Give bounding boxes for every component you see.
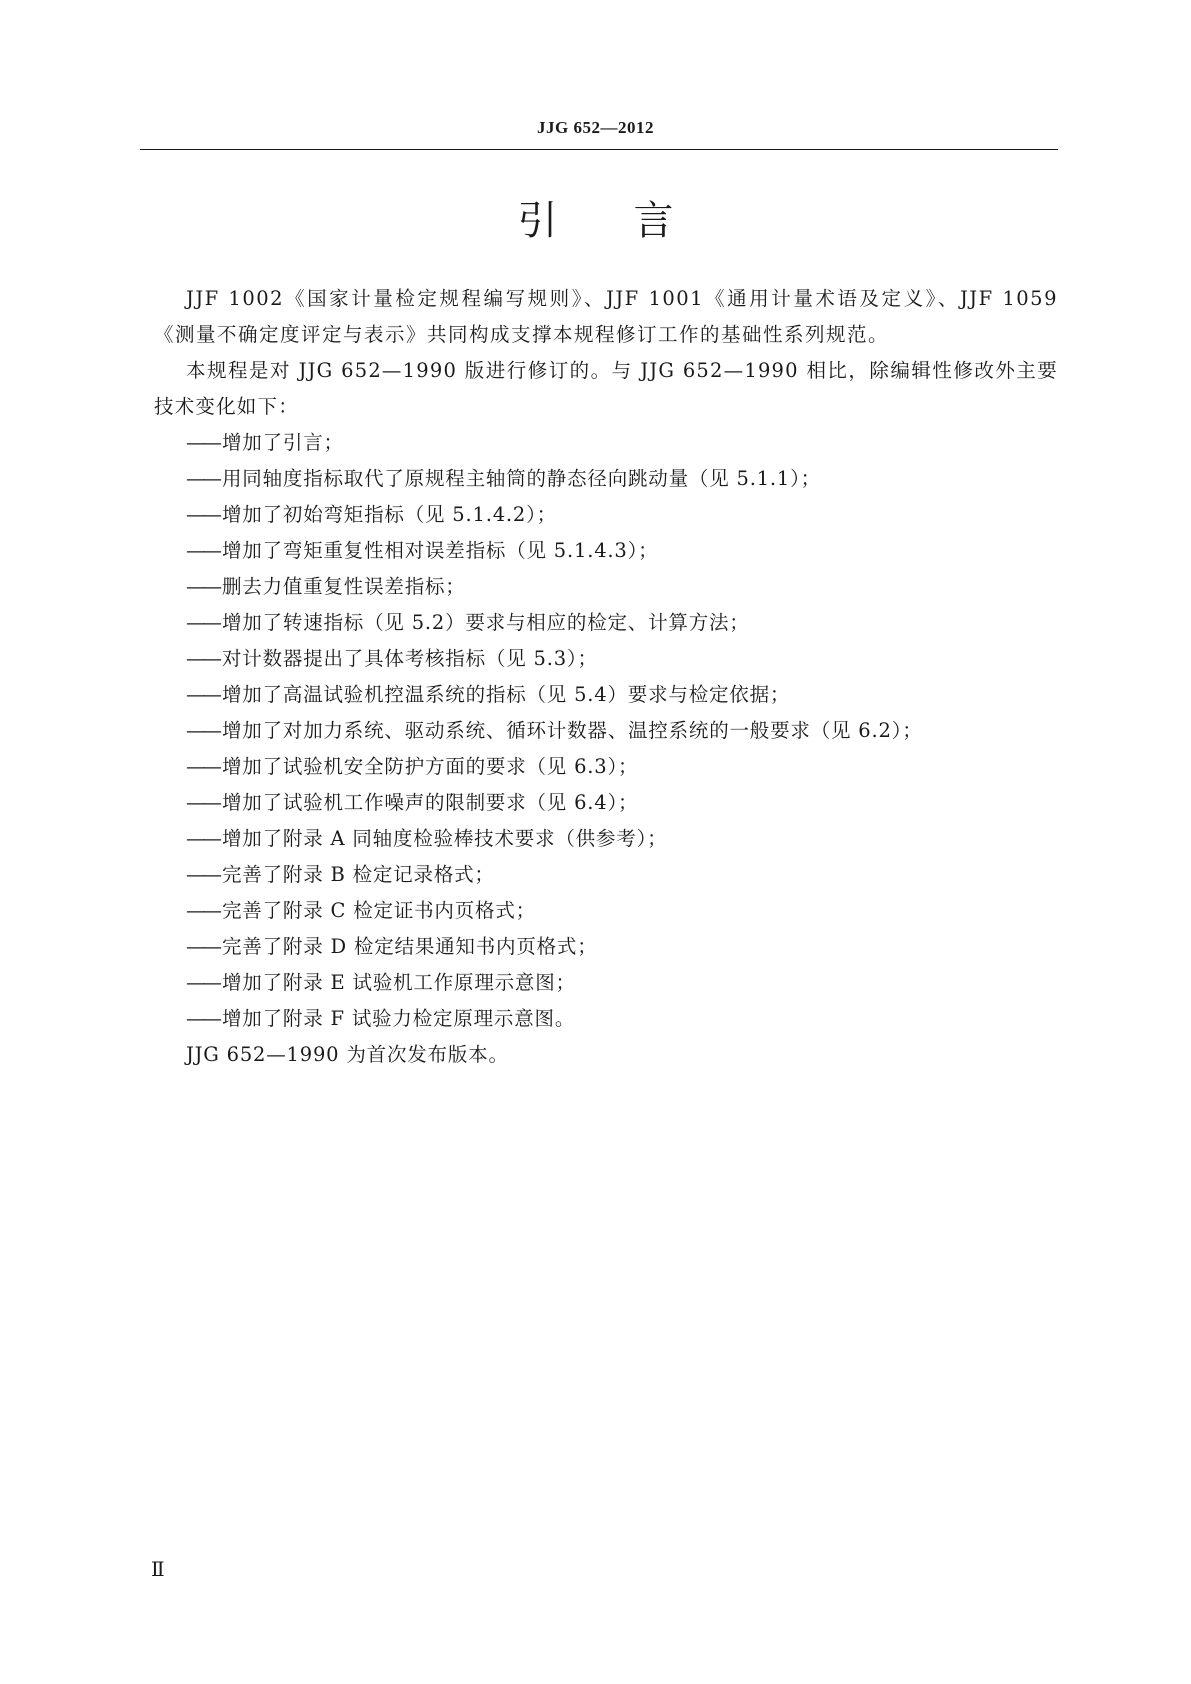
dash-marker: —— (186, 899, 219, 922)
dash-marker: —— (186, 971, 219, 994)
dash-marker: —— (186, 431, 219, 454)
list-item (154, 929, 1058, 965)
dash-marker: —— (186, 1007, 219, 1030)
list-item-text: 增加了引言； (222, 431, 344, 454)
list-item (154, 857, 1058, 893)
list-item-text: 完善了附录 B 检定记录格式； (222, 863, 495, 886)
intro-paragraph-2: 本规程是对 JJG 652—1990 版进行修订的。与 JJG 652—1990 相比，除编辑性修改外主要技术变化如下： (154, 359, 1058, 418)
list-item (154, 785, 1058, 821)
main-content (154, 281, 1058, 1073)
list-item (154, 569, 1058, 605)
list-item-text: 完善了附录 C 检定证书内页格式； (222, 899, 536, 922)
list-item-text: 用同轴度指标取代了原规程主轴筒的静态径向跳动量（见 5.1.1）； (222, 467, 821, 490)
list-item-text: 增加了试验机安全防护方面的要求（见 6.3）； (222, 755, 639, 778)
header-divider (140, 149, 1058, 150)
list-item (154, 497, 1058, 533)
list-item-text: 增加了附录 A 同轴度检验棒技术要求（供参考）； (222, 827, 668, 850)
dash-marker: —— (186, 611, 219, 634)
list-item (154, 605, 1058, 641)
document-header: JJG 652—2012 (537, 118, 654, 137)
list-item (154, 533, 1058, 569)
dash-marker: —— (186, 863, 219, 886)
list-item-text: 增加了初始弯矩指标（见 5.1.4.2）； (222, 503, 557, 526)
list-item-text: 增加了附录 E 试验机工作原理示意图； (222, 971, 576, 994)
list-item (154, 965, 1058, 1001)
list-item (154, 425, 1058, 461)
dash-marker: —— (186, 539, 219, 562)
list-item (154, 461, 1058, 497)
list-item (154, 677, 1058, 713)
dash-marker: —— (186, 827, 219, 850)
list-item (154, 1001, 1058, 1037)
list-item (154, 893, 1058, 929)
page-number: Ⅱ (151, 1557, 165, 1581)
section-title: 引言 (517, 198, 750, 244)
list-item-text: 增加了试验机工作噪声的限制要求（见 6.4）； (222, 791, 639, 814)
list-item-text: 增加了附录 F 试验力检定原理示意图。 (222, 1007, 576, 1030)
dash-marker: —— (186, 467, 219, 490)
closing-statement: JJG 652—1990 为首次发布版本。 (186, 1043, 509, 1066)
list-item-text: 增加了对加力系统、驱动系统、循环计数器、温控系统的一般要求（见 6.2）； (222, 719, 923, 742)
dash-marker: —— (186, 683, 219, 706)
list-item (154, 641, 1058, 677)
list-item (154, 713, 1058, 749)
list-item (154, 749, 1058, 785)
list-item-text: 删去力值重复性误差指标； (222, 575, 466, 598)
dash-marker: —— (186, 935, 219, 958)
dash-marker: —— (186, 575, 219, 598)
dash-marker: —— (186, 791, 219, 814)
dash-marker: —— (186, 503, 219, 526)
list-item-text: 完善了附录 D 检定结果通知书内页格式； (222, 935, 598, 958)
list-item-text: 增加了转速指标（见 5.2）要求与相应的检定、计算方法； (222, 611, 750, 634)
list-item (154, 821, 1058, 857)
dash-marker: —— (186, 647, 219, 670)
dash-marker: —— (186, 755, 219, 778)
list-item-text: 增加了高温试验机控温系统的指标（见 5.4）要求与检定依据； (222, 683, 791, 706)
list-item-text: 对计数器提出了具体考核指标（见 5.3）； (222, 647, 598, 670)
dash-marker: —— (186, 719, 219, 742)
list-item-text: 增加了弯矩重复性相对误差指标（见 5.1.4.3）； (222, 539, 659, 562)
intro-paragraph-1: JJF 1002《国家计量检定规程编写规则》、JJF 1001《通用计量术语及定义》、JJF 1059《测量不确定度评定与表示》共同构成支撑本规程修订工作的基础性系列规范。 (154, 287, 1058, 346)
changes-list (154, 425, 1058, 1037)
